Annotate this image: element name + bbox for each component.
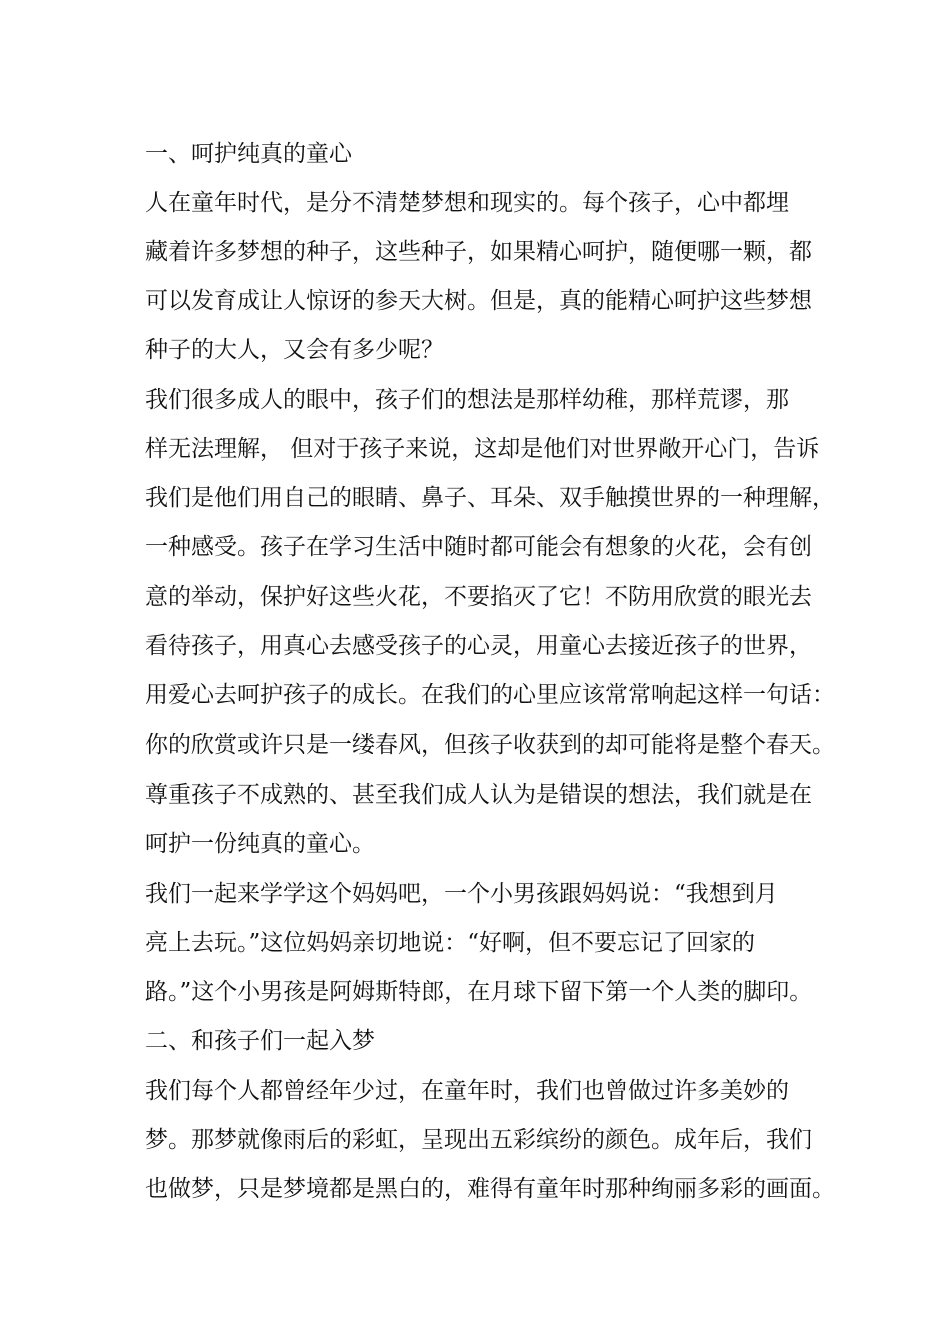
text-line: 我们一起来学学这个妈妈吧，一个小男孩跟妈妈说：“我想到月: [145, 881, 778, 907]
text-line: 我们很多成人的眼中，孩子们的想法是那样幼稚，那样荒谬，那: [145, 387, 789, 413]
text-line: 路。”这个小男孩是阿姆斯特郎，在月球下留下第一个人类的脚印。: [145, 979, 813, 1005]
text-line: 呵护一份纯真的童心。: [145, 831, 375, 857]
text-line: 梦。那梦就像雨后的彩虹，呈现出五彩缤纷的颜色。成年后，我们: [145, 1127, 812, 1153]
text-line: 也做梦，只是梦境都是黑白的，难得有童年时那种绚丽多彩的画面。: [145, 1176, 835, 1202]
text-line: 一种感受。孩子在学习生活中随时都可能会有想象的火花，会有创: [145, 534, 812, 560]
text-line: 尊重孩子不成熟的、甚至我们成人认为是错误的想法，我们就是在: [145, 782, 812, 808]
text-line: 用爱心去呵护孩子的成长。在我们的心里应该常常响起这样一句话：: [145, 682, 835, 708]
text-line: 样无法理解， 但对于孩子来说，这却是他们对世界敞开心门，告诉: [145, 436, 820, 462]
text-line: 藏着许多梦想的种子，这些种子，如果精心呵护，随便哪一颗，都: [145, 239, 812, 265]
text-line: 亮上去玩。”这位妈妈亲切地说：“好啊，但不要忘记了回家的: [145, 930, 756, 956]
text-line: 我们每个人都曾经年少过，在童年时，我们也曾做过许多美妙的: [145, 1078, 789, 1104]
text-line: 看待孩子，用真心去感受孩子的心灵，用童心去接近孩子的世界，: [145, 633, 812, 659]
heading-section-1: 一、呵护纯真的童心: [145, 141, 352, 167]
text-line: 种子的大人，又会有多少呢？: [145, 337, 444, 363]
text-line: 人在童年时代，是分不清楚梦想和现实的。每个孩子，心中都埋: [145, 190, 789, 216]
text-line: 你的欣赏或许只是一缕春风，但孩子收获到的却可能将是整个春天。: [145, 732, 835, 758]
heading-section-2: 二、和孩子们一起入梦: [145, 1028, 375, 1054]
text-line: 可以发育成让人惊讶的参天大树。但是，真的能精心呵护这些梦想: [145, 288, 812, 314]
text-line: 我们是他们用自己的眼睛、鼻子、耳朵、双手触摸世界的一种理解，: [145, 485, 835, 511]
text-line: 意的举动，保护好这些火花，不要掐灭了它！不防用欣赏的眼光去: [145, 584, 812, 610]
